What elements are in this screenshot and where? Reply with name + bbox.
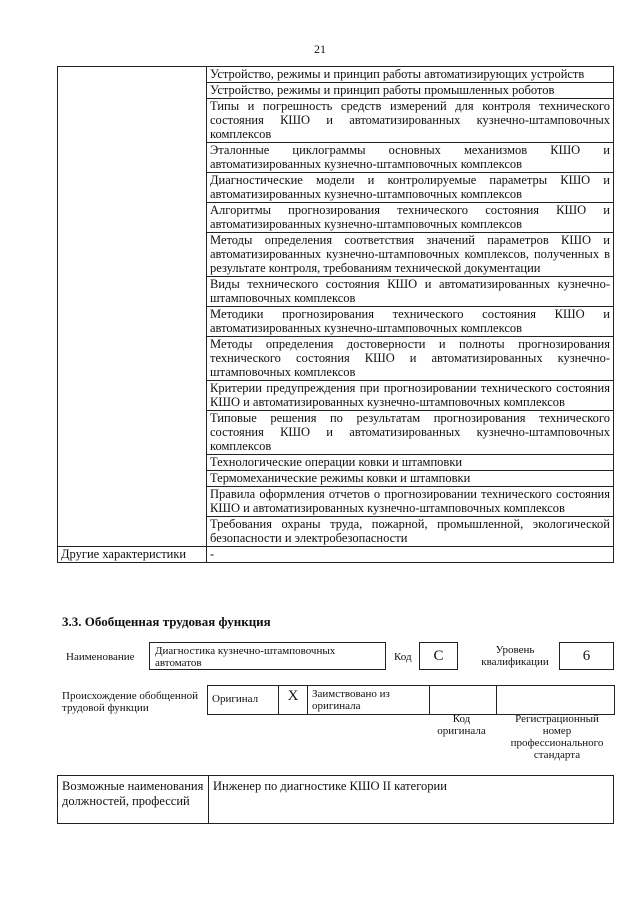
knowledge-item: Правила оформления отчетов о прогнозировании технического состояния КШО и автоматизированных кузнечно-штамповочных комплексов bbox=[207, 487, 614, 517]
knowledge-row bbox=[58, 67, 614, 83]
knowledge-item: Алгоритмы прогнозирования технического состояния КШО и автоматизированных кузнечно-штамповочных комплексов bbox=[207, 203, 614, 233]
knowledge-item: Методы определения соответствия значений параметров КШО и автоматизированных кузнечно-штамповочных комплексов, полученных в результате контроля, требованиям технической документации bbox=[207, 233, 614, 277]
knowledge-label-cell bbox=[58, 67, 207, 547]
code-original-cell bbox=[430, 686, 497, 715]
positions-table bbox=[57, 775, 614, 824]
name-value-box bbox=[149, 642, 386, 670]
code-value-box bbox=[419, 642, 458, 670]
section-heading: 3.3. Обобщенная трудовая функция bbox=[62, 614, 271, 629]
borrowed-label: Заимствовано из оригинала bbox=[308, 686, 430, 715]
positions-label: Возможные наименования должностей, профессий bbox=[58, 776, 209, 824]
original-label: Оригинал bbox=[208, 686, 279, 715]
level-label: Уровень квалификации bbox=[481, 644, 549, 668]
knowledge-item: Критерии предупреждения при прогнозировании технического состояния КШО и автоматизированных кузнечно-штамповочных комплексов bbox=[207, 381, 614, 411]
origin-label: Происхождение обобщенной трудовой функции bbox=[62, 690, 199, 714]
level-value: 6 bbox=[582, 648, 591, 664]
knowledge-item: Типовые решения по результатам прогнозирования технического состояния КШО и автоматизированных кузнечно-штамповочных комплексов bbox=[207, 411, 614, 455]
knowledge-item: Эталонные циклограммы основных механизмов КШО и автоматизированных кузнечно-штамповочных комплексов bbox=[207, 143, 614, 173]
original-mark: X bbox=[279, 686, 308, 715]
code-original-caption: Код оригинала bbox=[437, 713, 486, 737]
knowledge-item: Требования охраны труда, пожарной, промышленной, экологической безопасности и электробезопасности bbox=[207, 517, 614, 547]
page-number: 21 bbox=[314, 42, 326, 56]
other-characteristics-row bbox=[58, 547, 614, 563]
knowledge-item: Диагностические модели и контролируемые параметры КШО и автоматизированных кузнечно-штамповочных комплексов bbox=[207, 173, 614, 203]
other-characteristics-label: Другие характеристики bbox=[58, 547, 207, 563]
positions-value: Инженер по диагностике КШО II категории bbox=[209, 776, 614, 824]
name-label: Наименование bbox=[66, 651, 135, 663]
knowledge-item: Виды технического состояния КШО и автоматизированных кузнечно-штамповочных комплексов bbox=[207, 277, 614, 307]
code-label: Код bbox=[394, 651, 412, 663]
knowledge-item: Технологические операции ковки и штамповки bbox=[207, 455, 614, 471]
knowledge-table bbox=[57, 66, 614, 563]
reg-number-caption: Регистрационный номер профессионального стандарта bbox=[510, 713, 604, 761]
reg-number-cell bbox=[497, 686, 615, 715]
knowledge-item: Устройство, режимы и принцип работы автоматизирующих устройств bbox=[207, 67, 614, 83]
code-value: С bbox=[433, 648, 444, 664]
knowledge-item: Термомеханические режимы ковки и штамповки bbox=[207, 471, 614, 487]
other-characteristics-value: - bbox=[207, 547, 614, 563]
knowledge-item: Типы и погрешность средств измерений для контроля технического состояния КШО и автоматизированных кузнечно-штамповочных комплексов bbox=[207, 99, 614, 143]
origin-table bbox=[207, 685, 615, 715]
knowledge-item: Устройство, режимы и принцип работы промышленных роботов bbox=[207, 83, 614, 99]
level-value-box bbox=[559, 642, 614, 670]
knowledge-item: Методы определения достоверности и полноты прогнозирования технического состояния КШО и автоматизированных кузнечно-штамповочных комплексов bbox=[207, 337, 614, 381]
knowledge-item: Методики прогнозирования технического состояния КШО и автоматизированных кузнечно-штамповочных комплексов bbox=[207, 307, 614, 337]
name-value: Диагностика кузнечно-штамповочных автоматов bbox=[155, 645, 336, 669]
